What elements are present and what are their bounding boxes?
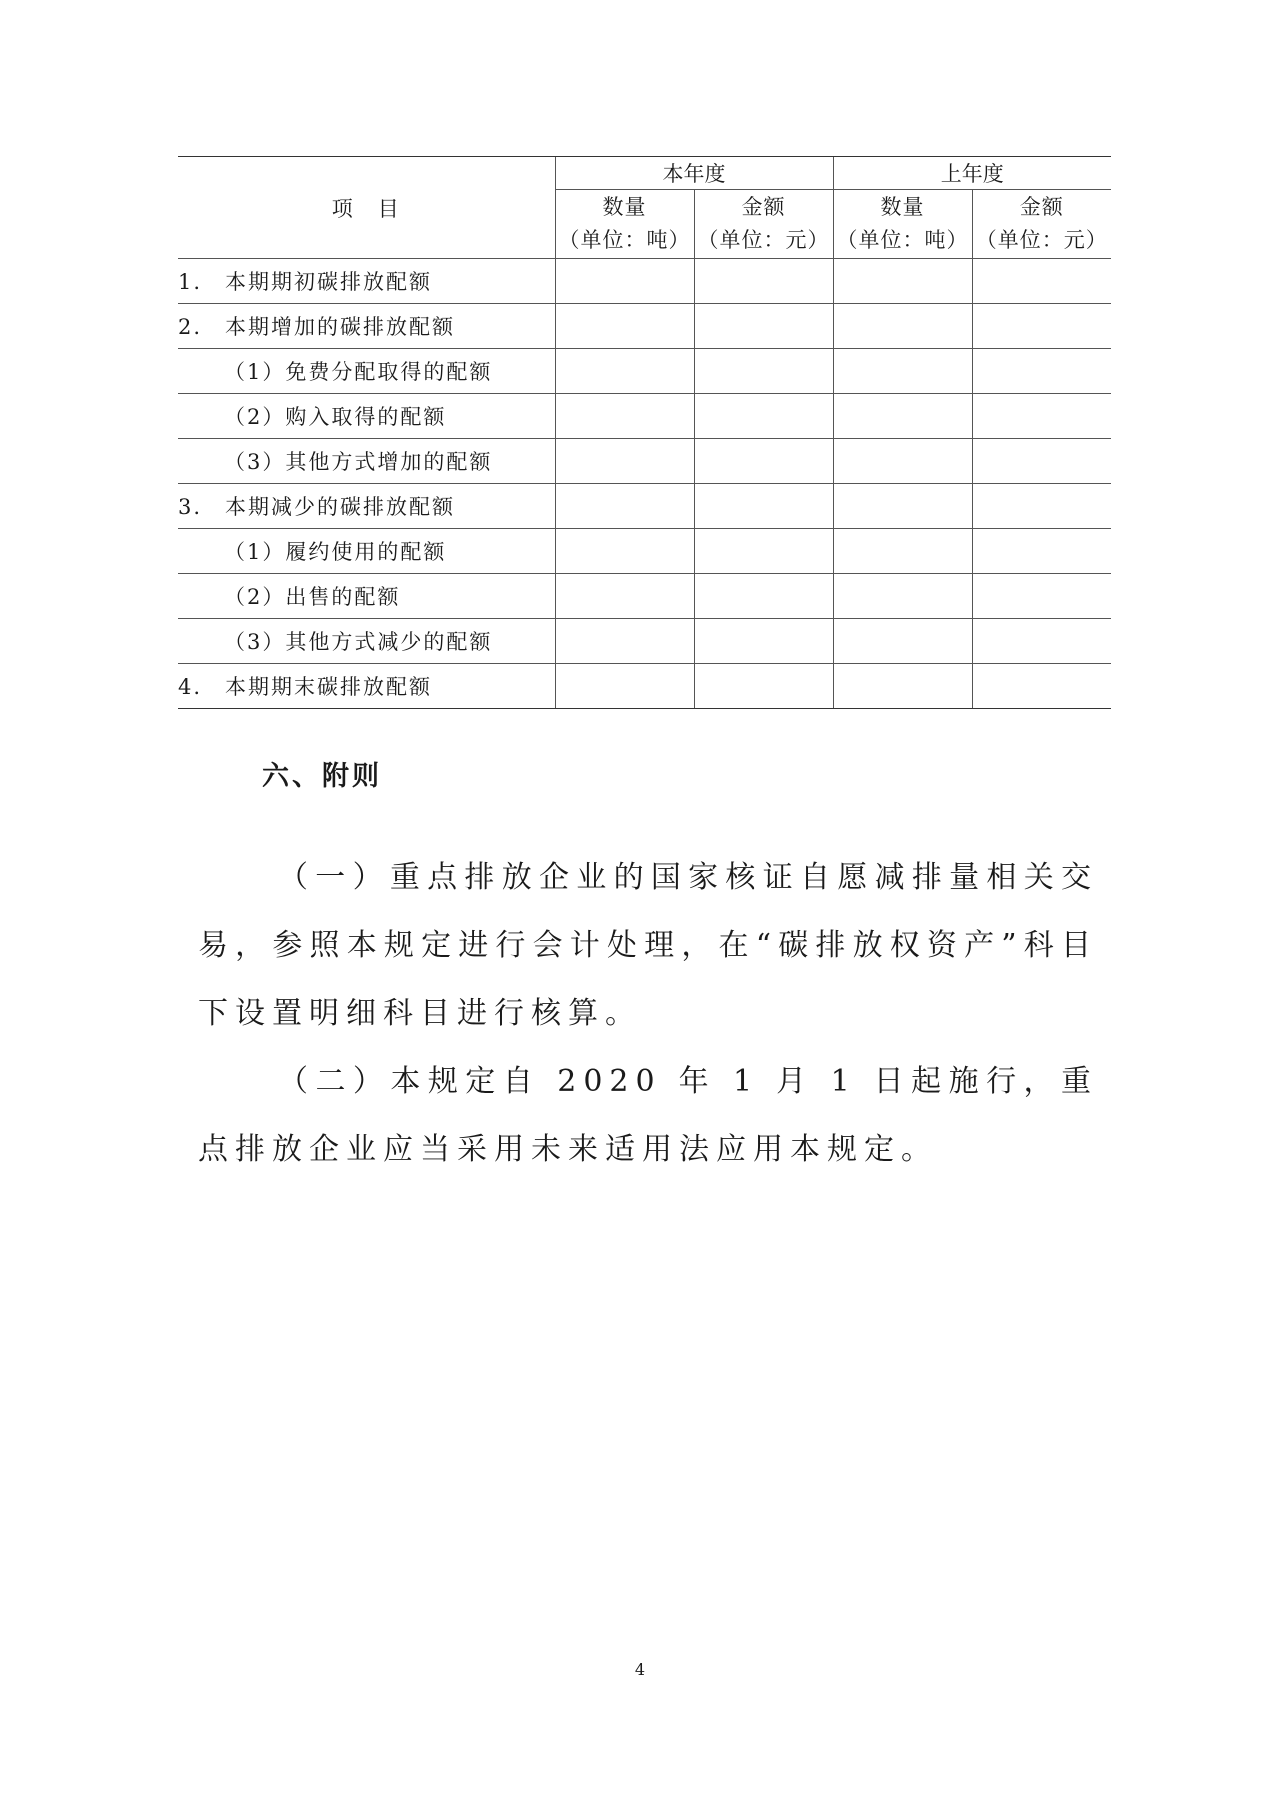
row-label: （3）其他方式增加的配额 xyxy=(178,439,555,484)
header-line: 金额 xyxy=(741,195,786,219)
table-cell xyxy=(555,394,694,439)
prior-year-header: 上年度 xyxy=(833,157,1111,190)
table-cell xyxy=(694,259,833,304)
table-cell xyxy=(555,574,694,619)
table-cell xyxy=(555,664,694,709)
page-number: 4 xyxy=(634,1660,646,1679)
current-year-header: 本年度 xyxy=(555,157,833,190)
table-cell xyxy=(833,664,972,709)
table-cell xyxy=(555,304,694,349)
table-cell xyxy=(694,574,833,619)
table-cell xyxy=(694,304,833,349)
row-label: 2. 本期增加的碳排放配额 xyxy=(178,304,555,349)
table-cell xyxy=(972,664,1111,709)
table-row xyxy=(178,664,1111,709)
table-cell xyxy=(972,259,1111,304)
table-cell xyxy=(972,574,1111,619)
table-cell xyxy=(972,529,1111,574)
table-cell xyxy=(694,394,833,439)
table-cell xyxy=(833,484,972,529)
header-line: 数量 xyxy=(880,195,925,219)
item-column-header: 项 目 xyxy=(178,157,555,259)
table-cell xyxy=(555,259,694,304)
table-cell xyxy=(694,664,833,709)
header-unit: （单位：元） xyxy=(697,228,830,252)
paragraph: （二）本规定自 2020 年 1 月 1 日起施行，重点排放企业应当采用未来适用法应用本规定。 xyxy=(198,1064,1098,1167)
table-cell xyxy=(833,394,972,439)
table-cell xyxy=(972,349,1111,394)
table-row xyxy=(178,619,1111,664)
table-cell xyxy=(972,619,1111,664)
row-label: （2）购入取得的配额 xyxy=(178,394,555,439)
table-cell xyxy=(833,259,972,304)
header-line: 数量 xyxy=(602,195,647,219)
table-cell xyxy=(555,439,694,484)
table-cell xyxy=(972,304,1111,349)
current-amount-header xyxy=(694,190,833,259)
table-row xyxy=(178,529,1111,574)
table-cell xyxy=(555,484,694,529)
table-cell xyxy=(694,529,833,574)
prior-quantity-header xyxy=(833,190,972,259)
table-cell xyxy=(833,439,972,484)
row-label: （1）免费分配取得的配额 xyxy=(178,349,555,394)
row-label: 1. 本期期初碳排放配额 xyxy=(178,259,555,304)
prior-amount-header xyxy=(972,190,1111,259)
row-label: （3）其他方式减少的配额 xyxy=(178,619,555,664)
row-label: 3. 本期减少的碳排放配额 xyxy=(178,484,555,529)
table-row xyxy=(178,484,1111,529)
table-row xyxy=(178,304,1111,349)
carbon-allowance-table xyxy=(178,156,1111,709)
table-cell xyxy=(833,529,972,574)
table-cell xyxy=(833,304,972,349)
table-cell xyxy=(694,439,833,484)
table-header-row xyxy=(178,157,1111,190)
row-label: （1）履约使用的配额 xyxy=(178,529,555,574)
header-line: 金额 xyxy=(1019,195,1064,219)
table-cell xyxy=(972,439,1111,484)
header-unit: （单位：元） xyxy=(975,228,1108,252)
header-unit: （单位：吨） xyxy=(558,228,691,252)
table-cell xyxy=(555,349,694,394)
table-cell xyxy=(694,484,833,529)
section-title: 六、附则 xyxy=(262,761,382,792)
table-cell xyxy=(694,619,833,664)
table-row xyxy=(178,394,1111,439)
table-row xyxy=(178,349,1111,394)
table-cell xyxy=(833,349,972,394)
table-row xyxy=(178,439,1111,484)
table-row xyxy=(178,574,1111,619)
current-quantity-header xyxy=(555,190,694,259)
table-row xyxy=(178,259,1111,304)
table-cell xyxy=(555,619,694,664)
table-cell xyxy=(833,619,972,664)
header-unit: （单位：吨） xyxy=(836,228,969,252)
table-cell xyxy=(555,529,694,574)
row-label: （2）出售的配额 xyxy=(178,574,555,619)
table-cell xyxy=(694,349,833,394)
table-cell xyxy=(833,574,972,619)
paragraph: （一）重点排放企业的国家核证自愿减排量相关交易，参照本规定进行会计处理，在“碳排放权资产”科目下设置明细科目进行核算。 xyxy=(198,860,1098,1031)
table-cell xyxy=(972,394,1111,439)
table-cell xyxy=(972,484,1111,529)
row-label: 4. 本期期末碳排放配额 xyxy=(178,664,555,709)
